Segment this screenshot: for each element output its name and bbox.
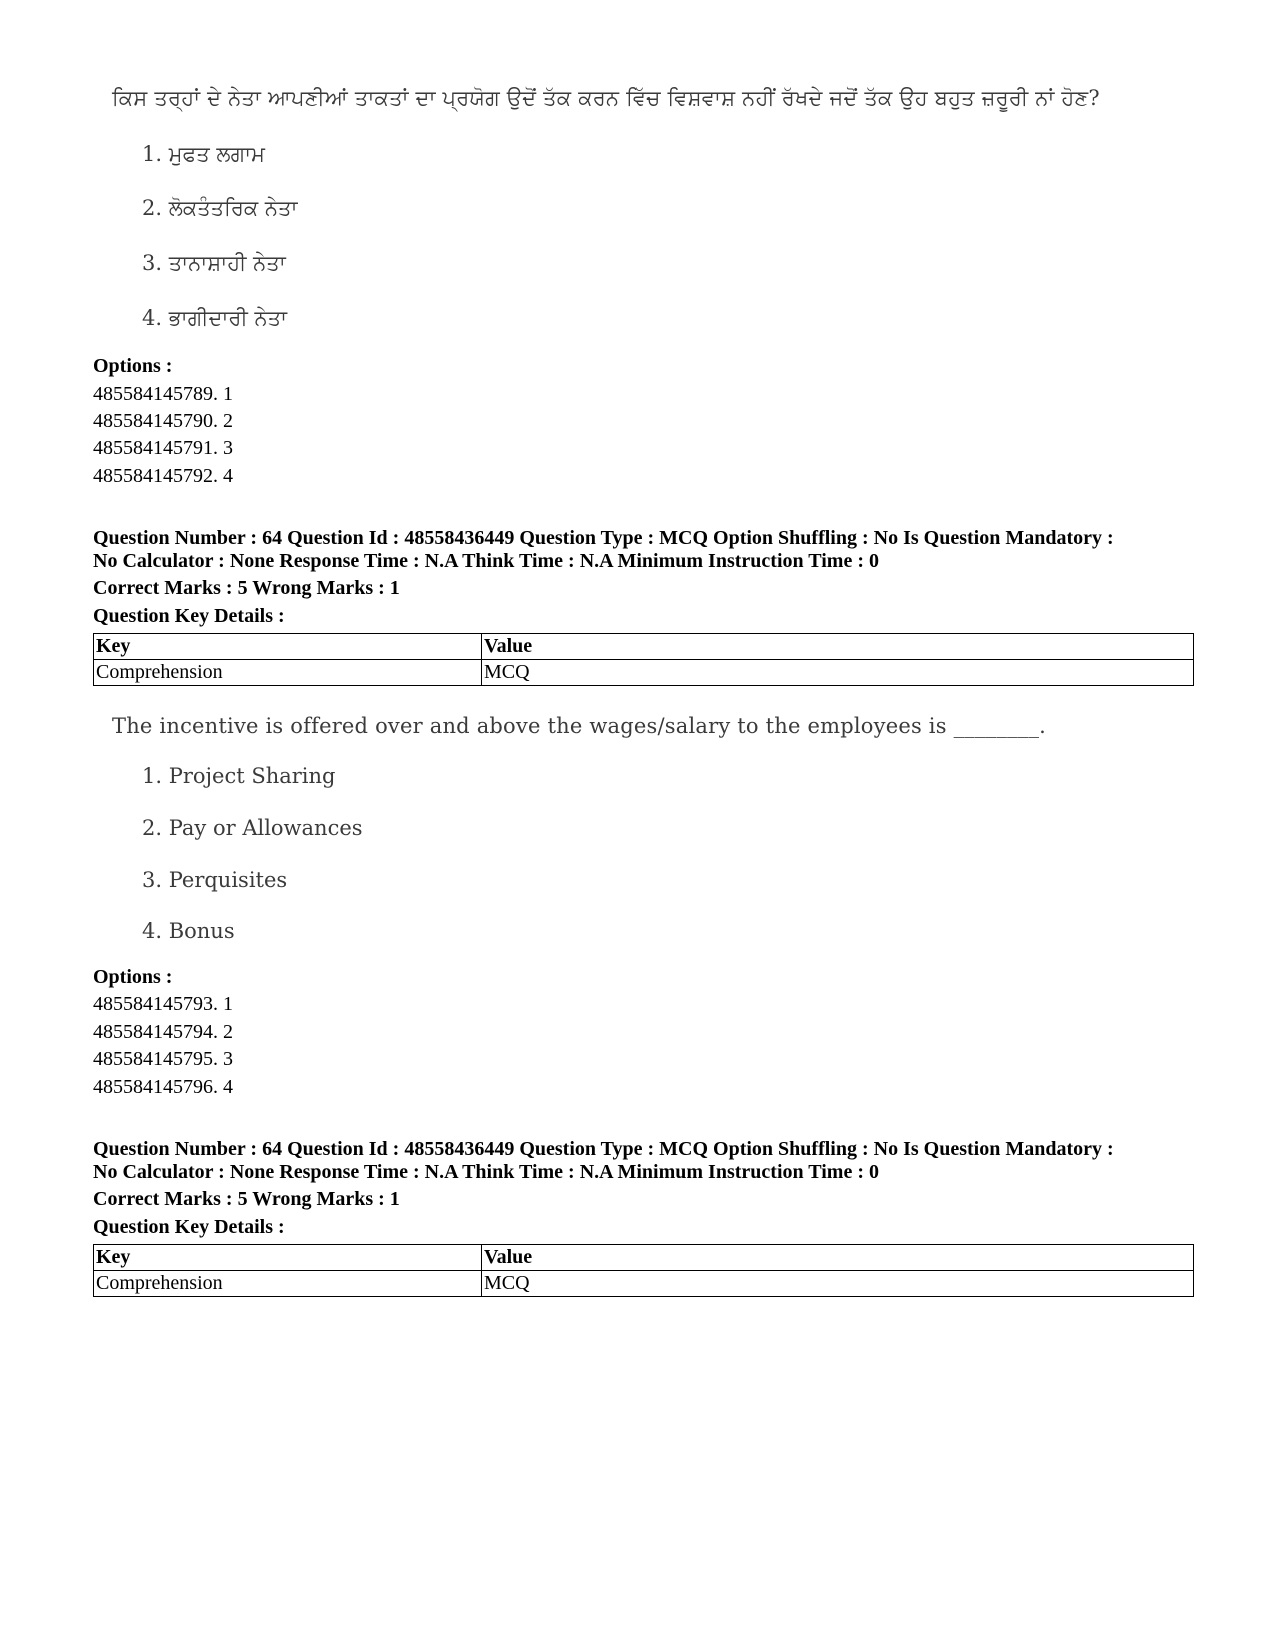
question-meta-line-1: Question Number : 64 Question Id : 48558436449 Question Type : MCQ Option Shuffling : No Is Question Mandatory : <box>93 527 1114 549</box>
choice-2: 2. ਲੋਕਤੰਤਰਿਕ ਨੇਤਾ <box>142 196 298 220</box>
options-label: Options : <box>93 355 173 377</box>
question-meta-line-2: No Calculator : None Response Time : N.A Think Time : N.A Minimum Instruction Time : 0 <box>93 550 879 572</box>
choice-4: 4. ਭਾਗੀਦਾਰੀ ਨੇਤਾ <box>142 306 288 330</box>
option-id-3: 485584145791. 3 <box>93 437 233 459</box>
option-id-1: 485584145793. 1 <box>93 993 233 1015</box>
table-cell-key: Comprehension <box>94 660 482 686</box>
choice-1: 1. ਮੁਫਤ ਲਗਾਮ <box>142 142 265 166</box>
question-text: The incentive is offered over and above the wages/salary to the employees is ________. <box>112 714 1047 738</box>
marks-line: Correct Marks : 5 Wrong Marks : 1 <box>93 1188 400 1210</box>
question-meta-line-1: Question Number : 64 Question Id : 48558436449 Question Type : MCQ Option Shuffling : No Is Question Mandatory : <box>93 1138 1114 1160</box>
question-key-table <box>93 633 1194 686</box>
question-meta-line-2: No Calculator : None Response Time : N.A Think Time : N.A Minimum Instruction Time : 0 <box>93 1161 879 1183</box>
table-cell-key: Comprehension <box>94 1271 482 1297</box>
question-image-english <box>112 712 1047 952</box>
table-header-key: Key <box>94 1245 482 1271</box>
key-details-label: Question Key Details : <box>93 1216 285 1238</box>
choice-3: 3. Perquisites <box>142 868 288 892</box>
table-cell-value: MCQ <box>482 1271 1194 1297</box>
option-id-4: 485584145792. 4 <box>93 465 233 487</box>
option-id-4: 485584145796. 4 <box>93 1076 233 1098</box>
option-id-2: 485584145790. 2 <box>93 410 233 432</box>
choice-1: 1. Project Sharing <box>142 764 336 788</box>
table-header-key: Key <box>94 634 482 660</box>
question-key-table <box>93 1244 1194 1297</box>
table-header-row <box>94 1245 1194 1271</box>
option-id-1: 485584145789. 1 <box>93 383 233 405</box>
question-image-punjabi <box>112 82 1172 342</box>
choice-2: 2. Pay or Allowances <box>142 816 363 840</box>
table-header-value: Value <box>482 634 1194 660</box>
options-label: Options : <box>93 966 173 988</box>
table-cell-value: MCQ <box>482 660 1194 686</box>
marks-line: Correct Marks : 5 Wrong Marks : 1 <box>93 577 400 599</box>
choice-4: 4. Bonus <box>142 919 235 943</box>
key-details-label: Question Key Details : <box>93 605 285 627</box>
table-row <box>94 1271 1194 1297</box>
choice-3: 3. ਤਾਨਾਸ਼ਾਹੀ ਨੇਤਾ <box>142 251 286 275</box>
question-text: ਕਿਸ ਤਰ੍ਹਾਂ ਦੇ ਨੇਤਾ ਆਪਣੀਆਂ ਤਾਕਤਾਂ ਦਾ ਪ੍ਰਯੋਗ ਉਦੋਂ ਤੱਕ ਕਰਨ ਵਿੱਚ ਵਿਸ਼ਵਾਸ਼ ਨਹੀਂ ਰੱਖਦੇ ਜਦੋਂ ਤੱਕ ਉਹ ਬਹੁਤ ਜ਼ਰੂਰੀ ਨਾਂ ਹੋਣ? <box>112 86 1100 110</box>
option-id-2: 485584145794. 2 <box>93 1021 233 1043</box>
table-row <box>94 660 1194 686</box>
table-header-row <box>94 634 1194 660</box>
option-id-3: 485584145795. 3 <box>93 1048 233 1070</box>
table-header-value: Value <box>482 1245 1194 1271</box>
